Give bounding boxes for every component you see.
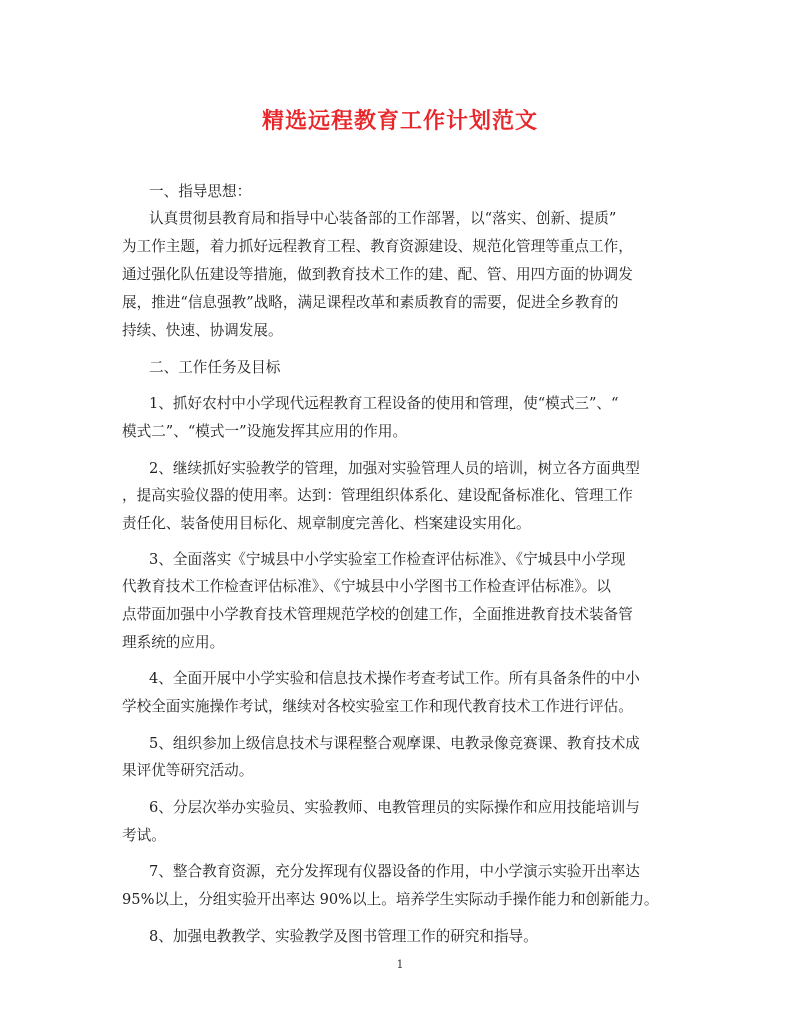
task-item-1-line: 模式二”、“模式一”设施发挥其应用的作用。 bbox=[122, 423, 408, 440]
task-item-6-line: 6、分层次举办实验员、实验教师、电教管理员的实际操作和应用技能培训与 bbox=[149, 799, 640, 816]
page-number: 1 bbox=[396, 958, 404, 971]
paragraph-line: 为工作主题，着力抓好远程教育工程、教育资源建设、规范化管理等重点工作， bbox=[122, 238, 633, 255]
task-item-3-line: 理系统的应用。 bbox=[122, 634, 225, 651]
task-item-3-line: 3、全面落实《宁城县中小学实验室工作检查评估标准》、《宁城县中小学现 bbox=[149, 551, 626, 568]
task-item-6-line: 考试。 bbox=[122, 827, 166, 844]
task-item-4-line: 4、全面开展中小学实验和信息技术操作考查考试工作。所有具备条件的中小 bbox=[149, 670, 640, 687]
task-item-5-line: 果评优等研究活动。 bbox=[122, 762, 254, 779]
task-item-7-line: 7、整合教育资源，充分发挥现有仪器设备的作用，中小学演示实验开出率达 bbox=[149, 863, 640, 880]
document-title: 精选远程教育工作计划范文 bbox=[261, 108, 538, 134]
task-item-7-line: 95%以上，分组实验开出率达 90%以上。培养学生实际动手操作能力和创新能力。 bbox=[122, 891, 659, 908]
task-item-1-line: 1、抓好农村中小学现代远程教育工程设备的使用和管理，使“模式三”、“ bbox=[149, 395, 619, 412]
task-item-3-line: 代教育技术工作检查评估标准》、《宁城县中小学图书工作检查评估标准》。以 bbox=[122, 578, 611, 595]
task-item-3-line: 点带面加强中小学教育技术管理规范学校的创建工作，全面推进教育技术装备管 bbox=[122, 606, 633, 623]
paragraph-line: 持续、快速、协调发展。 bbox=[122, 322, 283, 339]
task-item-2-line: ，提高实验仪器的使用率。达到：管理组织体系化、建设配备标准化、管理工作 bbox=[122, 487, 633, 504]
section-heading-tasks-goals: 二、工作任务及目标 bbox=[149, 359, 281, 376]
task-item-2-line: 责任化、装备使用目标化、规章制度完善化、档案建设实用化。 bbox=[122, 515, 531, 532]
task-item-5-line: 5、组织参加上级信息技术与课程整合观摩课、电教录像竞赛课、教育技术成 bbox=[149, 735, 640, 752]
task-item-4-line: 学校全面实施操作考试，继续对各校实验室工作和现代教育技术工作进行评估。 bbox=[122, 698, 633, 715]
paragraph-line: 通过强化队伍建设等措施，做到教育技术工作的建、配、管、用四方面的协调发 bbox=[122, 266, 633, 283]
section-heading-guiding-ideas: 一、指导思想： bbox=[149, 183, 252, 200]
paragraph-line: 展，推进“信息强教”战略，满足课程改革和素质教育的需要，促进全乡教育的 bbox=[122, 294, 619, 311]
task-item-8-line: 8、加强电教教学、实验教学及图书管理工作的研究和指导。 bbox=[149, 928, 538, 945]
task-item-2-line: 2、继续抓好实验教学的管理，加强对实验管理人员的培训，树立各方面典型 bbox=[149, 460, 640, 477]
paragraph-line: 认真贯彻县教育局和指导中心装备部的工作部署，以“落实、创新、提质” bbox=[149, 210, 617, 227]
